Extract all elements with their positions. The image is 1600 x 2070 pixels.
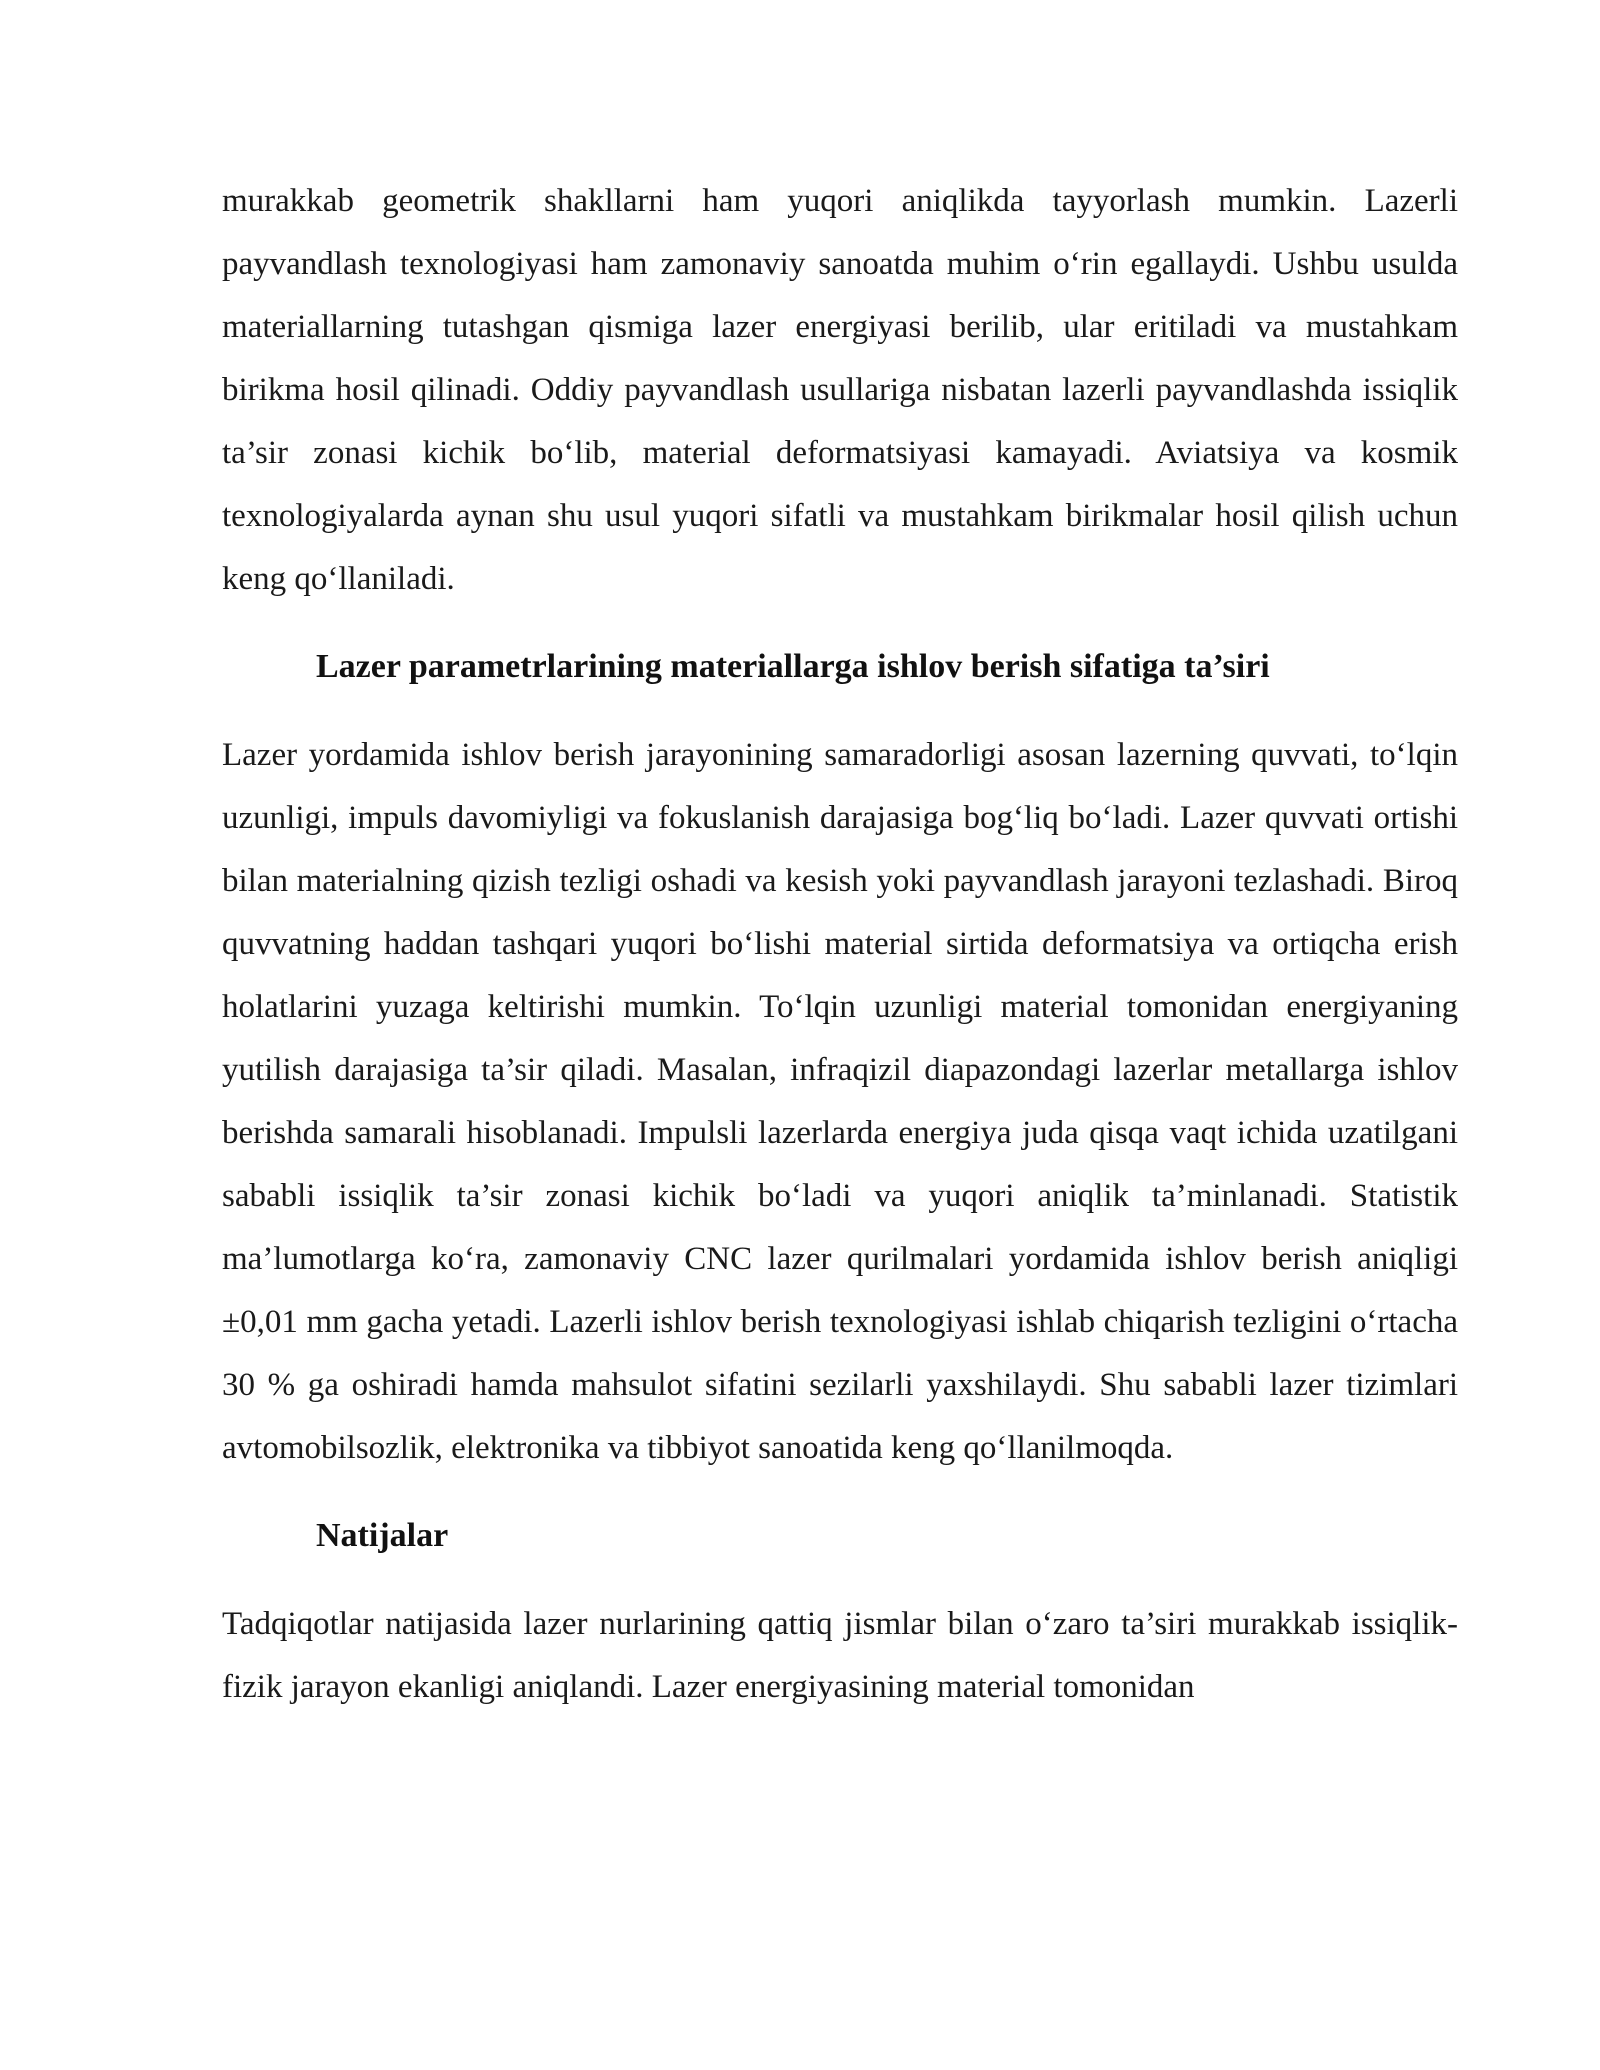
document-body [222,170,1458,1719]
paragraph-results: Tadqiqotlar natijasida lazer nurlarining qattiq jismlar bilan o‘zaro ta’siri murakkab issiqlik-fizik jarayon ekanligi aniqlandi. Lazer energiyasining material tomonidan [222,1606,1458,1705]
paragraph-laser-parameters: Lazer yordamida ishlov berish jarayonining samaradorligi asosan lazerning quvvati, to‘lqin uzunligi, impuls davomiyligi va fokuslanish darajasiga bog‘liq bo‘ladi. Lazer quvvati ortishi bilan materialning qizish tezligi oshadi va kesish yoki payvandlash jarayoni tezlashadi. Biroq quvvatning haddan tashqari yuqori bo‘lishi material sirtida deformatsiya va ortiqcha erish holatlarini yuzaga keltirishi mumkin. To‘lqin uzunligi material tomonidan energiyaning yutilish darajasiga ta’sir qiladi. Masalan, infraqizil diapazondagi lazerlar metallarga ishlov berishda samarali hisoblanadi. Impulsli lazerlarda energiya juda qisqa vaqt ichida uzatilgani sababli issiqlik ta’sir zonasi kichik bo‘ladi va yuqori aniqlik ta’minlanadi. Statistik ma’lumotlarga ko‘ra, zamonaviy CNC lazer qurilmalari yordamida ishlov berish aniqligi ±0,01 mm gacha yetadi. Lazerli ishlov berish texnologiyasi ishlab chiqarish tezligini o‘rtacha 30 % ga oshiradi hamda mahsulot sifatini sezilarli yaxshilaydi. Shu sababli lazer tizimlari avtomobilsozlik, elektronika va tibbiyot sanoatida keng qo‘llanilmoqda. [222,737,1458,1466]
paragraph-laser-welding: murakkab geometrik shakllarni ham yuqori aniqlikda tayyorlash mumkin. Lazerli payvandlash texnologiyasi ham zamonaviy sanoatda muhim o‘rin egallaydi. Ushbu usulda materiallarning tutashgan qismiga lazer energiyasi berilib, ular eritiladi va mustahkam birikma hosil qilinadi. Oddiy payvandlash usullariga nisbatan lazerli payvandlashda issiqlik ta’sir zonasi kichik bo‘lib, material deformatsiyasi kamayadi. Aviatsiya va kosmik texnologiyalarda aynan shu usul yuqori sifatli va mustahkam birikmalar hosil qilish uchun keng qo‘llaniladi. [222,183,1458,597]
section-heading-results: Natijalar [316,1517,449,1554]
section-heading-laser-parameters: Lazer parametrlarining materiallarga ishlov berish sifatiga ta’siri [316,648,1270,685]
